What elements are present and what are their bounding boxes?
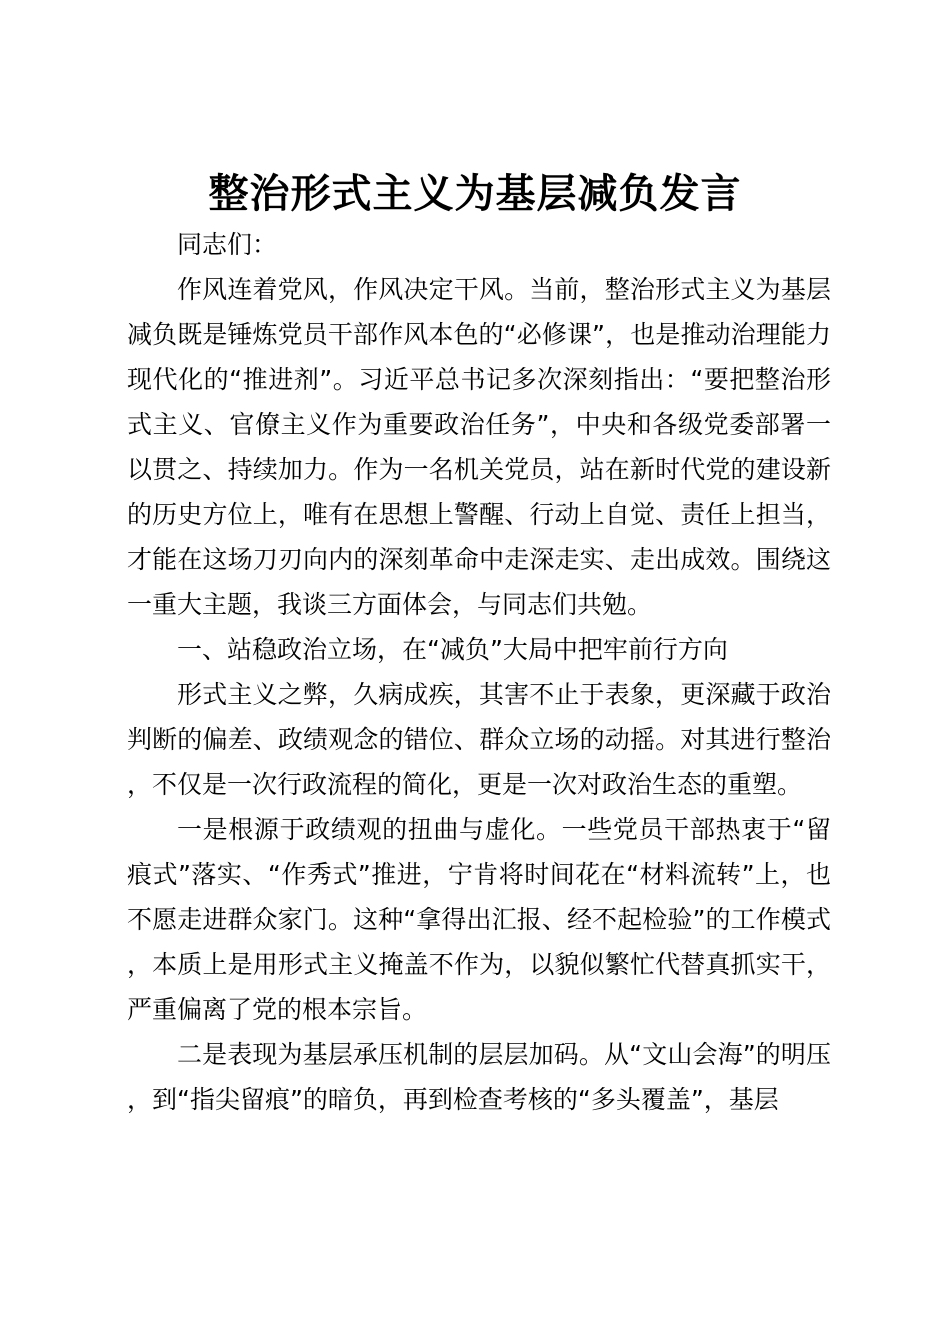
section-heading: 一、站稳政治立场，在“减负”大局中把牢前行方向 [177, 635, 728, 664]
paragraph-section-1-intro: 形式主义之弊，久病成疾，其害不止于表象，更深藏于政治判断的偏差、政绩观念的错位、群众立场的动摇。对其进行整治，不仅是一次行政流程的简化，更是一次对政治生态的重塑。 [127, 680, 831, 799]
paragraph-intro: 作风连着党风，作风决定干风。当前，整治形式主义为基层减负既是锤炼党员干部作风本色的“必修课”，也是推动治理能力现代化的“推进剂”。习近平总书记多次深刻指出：“要把整治形式主义、官僚主义作为重要政治任务”，中央和各级党委部署一以贯之、持续加力。作为一名机关党员，站在新时代党的建设新的历史方位上，唯有在思想上警醒、行动上自觉、责任上担当，才能在这场刀刃向内的深刻革命中走深走实、走出成效。围绕这一重大主题，我谈三方面体会，与同志们共勉。 [127, 275, 831, 619]
document-body [127, 222, 831, 1122]
document-title: 整治形式主义为基层减负发言 [208, 170, 742, 217]
paragraph-point-1: 一是根源于政绩观的扭曲与虚化。一些党员干部热衷于“留痕式”落实、“作秀式”推进，宁肯将时间花在“材料流转”上，也不愿走进群众家门。这种“拿得出汇报、经不起检验”的工作模式，本质上是用形式主义掩盖不作为，以貌似繁忙代替真抓实干，严重偏离了党的根本宗旨。 [127, 815, 831, 1024]
paragraph-point-2: 二是表现为基层承压机制的层层加码。从“文山会海”的明压，到“指尖留痕”的暗负，再到检查考核的“多头覆盖”，基层 [127, 1040, 831, 1114]
salutation: 同志们： [177, 230, 278, 259]
